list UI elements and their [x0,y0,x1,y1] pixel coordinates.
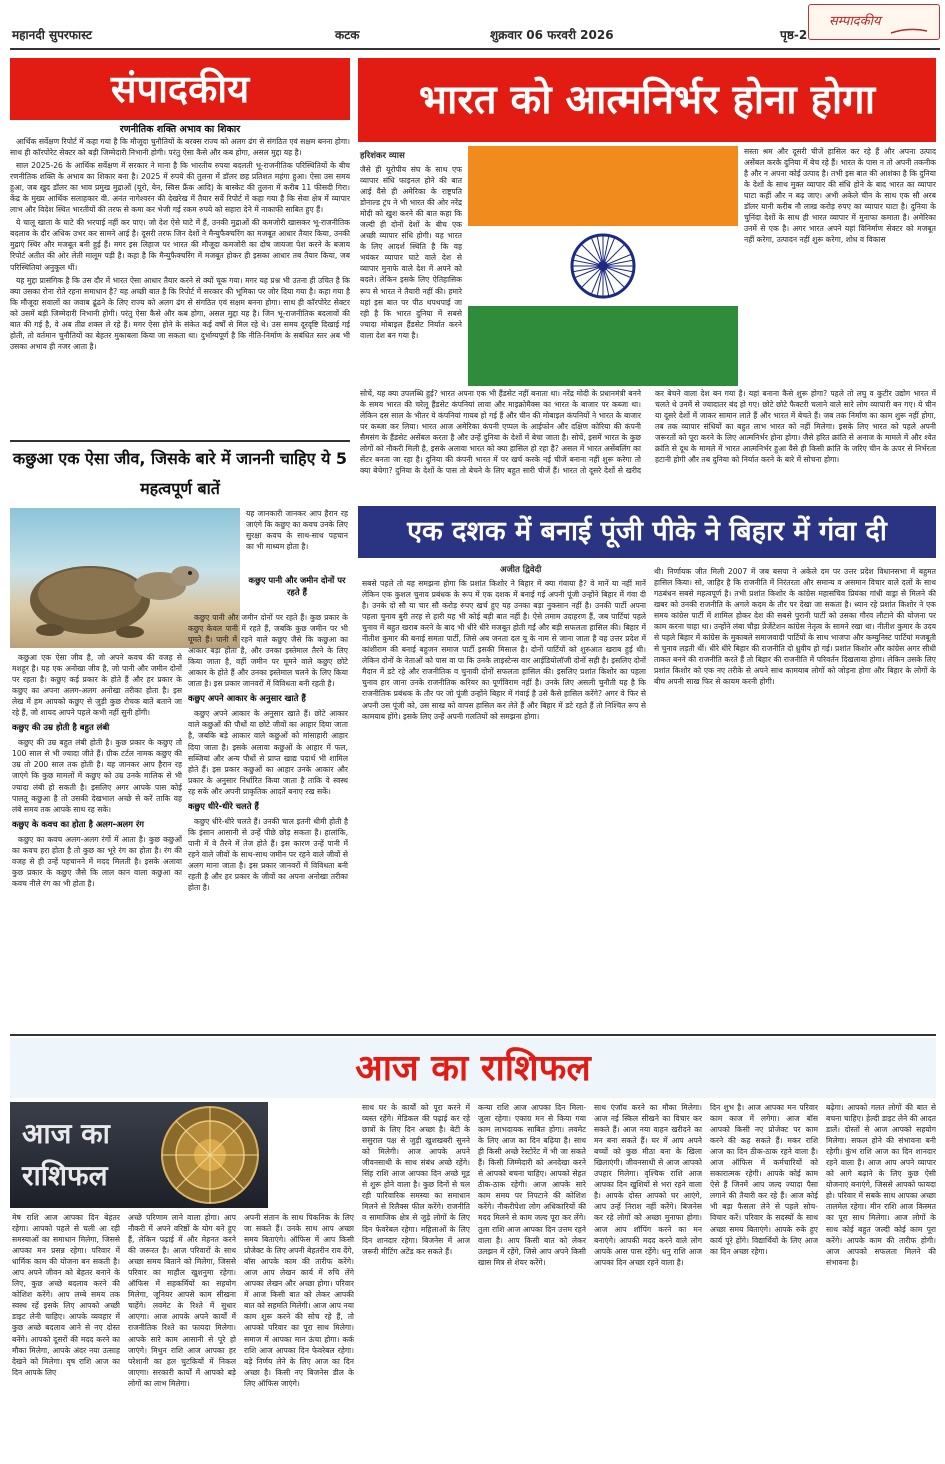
bihar-headline-text: एक दशक में बनाई पूंजी पीके ने बिहार में गंवा दी [407,516,887,547]
section-logo [808,4,940,40]
turtle-subhead-shell: कछुए के कवच का होता है अलग-अलग रंग [12,818,144,829]
ashoka-chakra-icon [568,231,638,301]
rashifal-col-5: कन्या राशि आज आपका दिन मिला-जुला रहेगा। एकाग्र मन से किया गया काम लाभदायक साबित होगा। लवमेट के लिए आज का दिन बढ़िया है। साथ ही किसी अच्छे रेस्टोरेंट में भी जा सकते हैं। किसी जिम्मेदारी को अनदेखा करने से आपको बचना चाहिए। आपको सेहत ठीक-ठाक रहेगी। आज आपके सारे काम समय पर निपटाने की कोशिश करेंगे। नौकरीपेशा लोग अधिकारियों की मदद मिलने से काम जल्द पूरा कर लेंगे। तुला राशि आज आपका दिन उत्तम रहने वाला है। आप किसी बात को लेकर उलझन में रहेंगे, जिसे आप अपने किसी खास मित्र से शेयर करेंगे। [478,1103,586,1267]
turtle-text-right [188,612,348,1032]
turtle-subhead-slow: कछुए धीरे-धीरे चलते हैं [188,800,259,811]
turtle-paragraph: कछुए पानी और जमीन दोनों पर रहते हैं। कुछ प्रकार के कछुए केवल पानी में रहते हैं, जबकि कुछ जमीन पर भी घूमते हैं। पानी में रहने वाले कछुए जैसे कि कछुआ का आकार बड़ा होता है, और उनका इस्तेमाल तैरने के लिए किया जाता है, वहीं जमीन पर घूमने वाले कछुए छोटे आकार के होते हैं और उनका इस्तेमाल चलने के लिए किया जाता है। इस प्रकार जानवरों में विविधता बनी रहती है। [188,613,348,689]
main-article-headline [358,58,936,142]
pen-icon [889,25,929,37]
divider [10,1034,936,1036]
bihar-col2: थी। निर्णायक जीत मिली 2007 में जब बसपा ने अकेले दम पर उत्तर प्रदेश विधानसभा में बहुमत हासिल किया। सो, जाहिर है कि राजनीति में निरंतरता और समान्य व असमान विचार वाले दलों के साथ गठबंधन सबसे महत्वपूर्ण है। तभी प्रशांत किशोर के कांग्रेस महासचिव प्रियंका गांधी वाड्रा से मिलने की खबर को उनकी राजनीति के अगले कदम के तौर पर देखा जा सकता है। ध्यान रहे प्रशांत किशोर ने एक समय कांग्रेस पार्टी में शामिल होकर देश की सबसे पुरानी पार्टी को उसका गौरव लौटाने की योजना पर काम करना चाहा था। उन्होंने लंबा चौड़ा प्रेजेंटेशन कांग्रेस नेतृत्व के सामने रखा था। नीतीश कुमार के उदय से पहले बिहार में कांग्रेस के मुकाबले समाजवादी पार्टियों के साथ भाजपा और कम्युनिस्ट पार्टियां मजबूती से चुनाव लड़ती थीं। धीरे धीरे बिहार की राजनीति दो ध्रुवीय हो गई। प्रशांत किशोर और कांग्रेस अगर सीधी ताकत बनने की राजनीति करते हैं तो बिहार की राजनीति में परिवर्तन दिखलाया होगा। लेकिन उसके लिए प्रशांत किशोर को एक नए तरीके से अपने साथ कामयाब लोगों को जोड़ना होगा और बिहार के लोगों के बीच अपनी साख फिर से कायम करनी होगी। [654,567,936,687]
turtle-subhead-age: कछुए की उम्र होती है बहुत लंबी [12,722,110,733]
rashifal-col-3: अपनी संतान के साथ पिकनिक के लिए जा सकते हैं। उनके साथ आप अच्छा समय बिताएंगे। ऑफिस में आप किसी प्रोजेक्ट के लिए अपनी बेहतरीन राय देंगे, बॉस आपके काम की तारीफ करेंगे। आज आप लेखन कार्य में रुचि लेंगे आपका लेखन और अच्छा होगा। परिवार में आज किसी बात को लेकर आपकी बात को सहमति मिलेगी। आज आप नया काम शुरू करने की सोच रहे हैं, तो आपको परिवार का पूरा साथ मिलेगा। समाज में आपका मान ऊंचा होगा। कर्क राशि आज आपका दिन फेवरेबल रहेगा। बड़े निर्णय लेने के लिए आज का दिन अच्छा है। किसी नए बिजनेस डील के लिए ऑफिस जाएंगे। [244,1213,354,1388]
rashifal-col-2: अच्छे परिणाम लाने वाला होगा। आप नौकरी में अपने वरिष्ठों के योग बने हुए हैं, लेकिन पढ़ाई में और मेहनत करने की जरूरत है। आज परिवारों के साथ अच्छा समय बिताने को मिलेगा, जिससे परिवार का माहौल खुशनुमा रहेगा। ऑफिस में सहकर्मियों का सहयोग मिलेगा, जूनियर आपसे काम सीखना चाहेंगे। लवमेट के रिश्ते में सुधार आएगा। आज आपके अपने कार्यों में राजनीतिक रिश्ते का फायदा मिलेगा। आपके सारे काम आसानी से पूरे हो जाएंगे। मिथुन राशि आज आपका हर परेशानी का हल चुटकियों में निकल जाएगा। सरकारी कार्यों में आपको बड़े लोगों का लाभ मिलेगा। [128,1213,236,1388]
turtle-paragraph: कछुए धीरे-धीरे चलते हैं। उनकी चाल इतनी धीमी होती है कि इंसान आसानी से उन्हें पीछे छोड़ सकता है। हालांकि, पानी में वे तैरने में तेज होते हैं। इस कारण उन्हें पानी में रहने वाले जीवों के साथ-साथ जमीन पर रहने वाले जीवों से अलग माना जाता है। इस प्रकार जानवरों में विविधता बनी रहती है और हर प्रकार के जीवों का अपना अनोखा तरीका होता है। [188,816,348,893]
editorial-banner-text: संपादकीय [110,66,250,111]
date-label: शुक्रवार 06 फरवरी 2026 [490,28,614,42]
main-article-continued: सोचें, यह क्या उपलब्धि हुई? भारत अपना एक भी हैंडसेट नहीं बनाता था। नरेंद्र मोदी के प्रधानमंत्री बनने के समय भारत की चरेलू हैंडसेट कंपनियां लावा और माइक्रोमैक्स का भारत के बाजार पर कब्जा था। लेकिन दस साल के भीतर ये कंपनियां गायब हो गई हैं और चीन की मोबाइल कंपनियों ने भारत के बाजार पर कब्जा कर लिया। भारत आज अमेरिका कंपनी एप्पल के आईफोन और दक्षिण कोरिया की कंपनी सैमसंग के हैंडसेट असेंबल करता है और उन्हें दुनिया के देशों में बेचा जाता है। सोचें, इसमें भारत के कुछ लोगों को नौकरी मिली है, इसके अलावा भारत को क्या हासिल हो रहा है? असल में भारत असेंबलिंग का सेंटर बनता जा रहा है। दुनिया की कंपनी भारत में पर खर्च करके नई चीजें बनाना नहीं शुरू करेगा तो क्या बेचेगा? दुनिया के देशों के पास तो बेचने के लिए बहुत सारी चीजें हैं। भारत तो दूसरे देशों से खरीद कर बेचने वाला देश बन गया है। यहां बनाना कैसे शुरू होगा? पहले तो लघु व कुटीर उद्योग भारत में चलते थे उनमें से ज्यादातर बंद हो गए। छोटे छोटे फैक्टरी चलाने वाले सारे लोग व्यापारी बन गए। ये चीन या दूसरे देशों में जाकर सामान लाते हैं और भारत में बेचते हैं। जब तक निर्माण का काम शुरू नहीं होगा, तब तक व्यापार संधियों का बहुत लाभ भारत को नहीं मिलेगा। इसके लिए भारत को पहले अपनी जरूरतों को पूरा करने के लिए आत्मनिर्भर होना होगा। जैसे हरित क्रांति से अनाज के मामले में और श्वेत क्रांति से दूध के मामले में भारत आत्मनिर्भर हुआ वैसे ही किसी क्रांति के जरिए चीन के ऊपर से निर्भरता हटानी होगी और तब दुनिया को निर्यात करने के बारे में सोचना होगा। [360,389,936,476]
city-label: कटक [335,28,360,42]
editorial-paragraph: ये चालू खाता के घाटे की भरपाई नहीं कर पाए। जो देश ऐसे घाटे में हैं, उनकी मुद्राओं की कमजोरी खासकर भू-राजनीतिक बदलाव के दौर अधिक उभर कर सामने आई है। दूसरी तरफ जिन देशों ने मैन्युफैक्चरिंग का मजबूत आधार तैयार किया, उनकी मुद्राएं स्थिर और मजबूत बनी हुई हैं। मगर इस लिहाज पर भारत की मौजूदा कमजोरी का दोष जायजा पेश करने के बजाय रिपोर्ट अतीत की ओर लेती मालूम पड़ी है। कहा है कि मैन्युफैक्चरिंग में मजबूत होकर ही इसका आधार तब तैयार किया, जब परिस्थितियां अनुकूल थीं। [10,218,350,272]
main-headline-text: भारत को आत्मनिर्भर होना होगा [418,76,876,123]
editorial-paragraph: साल 2025-26 के आर्थिक सर्वेक्षण में सरकार ने माना है कि भारतीय रुपया बदलती भू-राजनीतिक परिस्थितियों के बीच रणनीतिक शक्ति के अभाव का शिकार बना है। 2025 में रुपये की तुलना में डॉलर छह प्रतिशत महंगा हुआ। ऐसा उस समय हुआ, जब खुद डॉलर का भाव प्रमुख मुद्राओं (यूरो, येन, स्विस फ्रैंक आदि) के बास्केट की तुलना में करीब 11 फीसदी गिरा। केंद्र के मुख्य आर्थिक सलाहकार वी. अनंत नागेश्वरन की देखरेख में तैयार सर्वे रिपोर्ट में कहा गया है कि सेवा क्षेत्र में व्यापार लाभ और विदेश स्थित भारतीयों की तरफ से कमा कर भेजी गई रकम रुपये को सहारा देने में नाकाफी साबित हुए हैं। [10,161,350,215]
rashifal-col-1: मेष राशि आज आपका दिन बेहतर रहेगा। आपको पहले से चली आ रही समस्याओं का समाधान मिलेगा, जिससे आपका मन प्रसन्न रहेगा। परिवार में धार्मिक काम की योजना बन सकती है। आप अपने जीवन को बेहतर बनाने के लिए, कुछ अच्छे बदलाव करने की कोशिश करेंगे। आप लम्बे समय तक स्वस्थ रहें इसके लिए आपको अच्छी डाइट लेनी चाहिए। आपके व्यवहार में कुछ अच्छे बदलाव आने से नए दोस्त बनेंगे। आपको दूसरों की मदद करने का मौका मिलेगा, आपके अंदर नया उत्साह देखने को मिलेगा। वृष राशि आज का दिन आपके लिए [12,1213,120,1377]
bihar-author: अजीत द्विवेदी [500,565,542,575]
page-number: पृष्ठ-2 [780,28,808,42]
section-logo-text: सम्पादकीय [829,14,881,29]
editorial-banner [10,58,350,120]
main-article-col3: सस्ता श्रम और दूसरी चीजें हासिल कर रहे हैं और अपना उत्पाद असेंबल करके दुनिया में बेच रहे हैं। भारत के पास न तो अपनी तकनीक है और न अपना कोई उत्पाद है। तभी इस बात की आशंका है कि दुनिया के देशों के साथ मुक्त व्यापार की संधि होने के बाद भारत का व्यापार घाटा कहीं और न बढ़ जाए। अभी अकेले चीन के साथ एक सौ अरब डॉलर यानी करीब नौ लाख करोड़ रुपए का व्यापार घाटा है। दुनिया के चुनिंदा देशों के साथ ही भारत व्यापार में मुनाफा कमाता है। अमेरिका उनमें से एक है। अगर भारत अपने यहां विनिर्माण सेक्टर को मजबूत नहीं करेगा, उत्पादन नहीं शुरू करेगा, शोध व विकास [744,147,936,245]
turtle-intro: यह जानकारी जानकर आप हैरान रह जाएंगे कि कछुए का कवच उनके लिए सुरक्षा कवच के साथ-साथ पहचान का भी माध्यम होता है। [246,509,348,552]
turtle-paragraph: कछुए अपने आकार के अनुसार खाते हैं। छोटे आकार वाले कछुओं की पौधों या छोटे जीवों का आहार दिया जाता है, जबकि बड़े आकार वाले कछुओं को मांसाहारी आहार दिया जाता है। इसके अलावा कछुओं के आहार में फल, सब्जियां और अन्य पौधों से प्राप्त खाद्य पदार्थ भी शामिल होते हैं। इस प्रकार कछुओं का आहार उनके आकार और प्रकार के अनुसार निर्धारित किया जाता है ताकि वे स्वस्थ रह सकें और अपनी प्राकृतिक आदतें बनाए रख सकें। [188,709,348,796]
rashifal-banner-text: आज का राशिफल [355,1047,591,1089]
editorial-body [10,136,350,438]
rashifal-col-6: साथ एंजॉय करने का मौका मिलेगा। आज नई स्किल सीखने का विचार कर सकते हैं। आज नया वाहन खरीदने का मन बना सकते हैं। घर में आप अपने बच्चों को कुछ मीठा बना के खिला खिलाएंगी। जीवनसाथी से आज आपको उपहार मिलेगा। वृश्चिक राशि आज आपका दिन खुशियों से भरा रहने वाला है। आपके दोस्त आपको घर आएंगे, आप उन्हें निराश नहीं करेंगे। बिजनेस कर रहे लोगों को अच्छा मुनाफा होगा। आज आप शॉपिंग करने का मन बनाएंगे। आपकी मदद करने वाले लोग आपके आस पास रहेंगे। धनु राशि आज आपका दिन अच्छा रहने वाला है। [594,1103,702,1267]
india-flag-image [468,146,738,386]
paper-name: महानदी सुपरफास्ट [12,28,92,42]
bihar-col1: सबसे पहले तो यह समझना होगा कि प्रशांत किशोर ने बिहार में क्या गंवाया है? वे मानें या नहीं मानें लेकिन एक कुशल चुनाव प्रबंधक के रूप में एक दशक में बनाई गई अपनी पूंजी उन्होंने बिहार में गंवा दी है। उनके दो सौ या चार सौ करोड़ रुपए खर्च हुए यह उनका बड़ा नुकसान नहीं है। उनकी पार्टी अपना पहला चुनाव बुरी तरह से हारी यह भी कोई बड़ी बात नहीं है। ऐसे तमाम उदाहरण हैं, जब पार्टियां पहले चुनाव में बहुत खराब करने के बाद भी धीरे धीरे मजबूत होती गईं और बड़ी सफलता हासिल की। बिहार में नीतीश कुमार की बनाई समता पार्टी, जिसे अब जनता दल यू के नाम से जाना जाता है वह उत्तर प्रदेश में कांशीराम की बनाई बहुजन समाज पार्टी इसकी मिसाल है। दोनों पार्टियों को शुरुआत खराब हुई थी। लेकिन दोनों के नेताओं को पास वा पा कि उनके लाइस्टेन्स वार आईडियोलॉजी दोनों सही है। इसलिए दोनों मैदान में डटे रहे और राजनीतिक व चुनावी दोनों सफलता हासिल की। इसलिए प्रशांत किशोर का पहला चुनाव हार जाना उनके राजनीतिक करियर का पूर्णविराम नहीं है। उनके लिए असली चुनौती यह है कि राजनीतिक प्रबंधक के तौर पर जो पूंजी उन्होंने बिहार में गंवाई है उसे कैसे हासिल करेंगे? अगर वे फिर से अपनी उस पूंजी को, उस साख को वापस हासिल कर लेते हैं और बिहार में डटे रहते हैं तो निश्चित रूप से कामयाब होंगे। इसके लिए उन्हें अपनी गलतियों को समझना होगा। [362,579,646,721]
rashifal-col-8: बढ़ेगा। आपको गलत लोगों की बात से बचना चाहिए। हेल्दी डाइट लेने की आदत डालें। दोस्तों से आज आपको सहयोग मिलेगा। सफल होने की संभावना बनी रहेगी। कुंभ राशि आज का दिन शानदार रहने वाला है। आज आप अपने व्यापार को आगे बढ़ाने के लिए कुछ ऐसी योजनाएं बनाएंगे, जिससे आपको फायदा हो। परिवार में सबके साथ आपका अच्छा तालमेल रहेगा। मीन राशि आज किस्मत का पूरा साथ मिलेगा। आज लोगों के साथ कोई बहुत जल्दी कोई काम पूरा करेंगे। आपके काम की तारीफ होगी। आज आपको सफलता मिलने की संभावना है। [826,1103,936,1267]
rashifal-image-caption-1: आज का [22,1117,110,1150]
turtle-paragraph: कछुए का कवच अलग-अलग रंगों में आता है। कुछ कछुओं का कवच हरा होता है तो कुछ का भूरे रंग का होता है। रंग की वजह से ही उन्हें पहचानने में मदद मिलती है। इसके अलावा कुछ प्रकार के कछुए जैसे कि लाल कान वाला कछुआ का कवच नीले रंग का भी होता है। [12,834,182,888]
main-article-col1: जैसे ही यूरोपीय संघ के साथ एफ व्यापार संधि फाइनल होने की बात आई वैसे ही अमेरिका के राष्ट्रपति डोनाल्ड ट्रंप ने भी भारत की ओर नरेंद्र मोदी को खुश करने की बात कहा कि जल्दी ही दोनों देशों के बीच एक अच्छी व्यापार संधि होगी। यह भारत के लिए आदर्श स्थिति है कि वह भयंकर व्यापार घाटे वाले देश से व्यापार मुनाफे वाले देश में अपने को बदले। लेकिन इसके लिए ऐतिहासिक रूप से भारत ने तैयारी नहीं की। हमारे यहां इस बात पर पीठ थपथपाई जा रही है कि भारत दुनिया में सबसे ज्यादा मोबाइल हैंडसेट निर्यात करने वाला देश बन गया है। [360,165,462,340]
rashifal-col-4: साथ घर के कार्यों को पूरा करने में व्यस्त रहेंगे। मेडिकल की पढ़ाई कर रहे छात्रों के लिए दिन अच्छा है। बेटी के ससुराल पक्ष से जुड़ी खुशखबरी सुनने को मिलेगी। आज आपके अपने जीवनसाथी के साथ संबंध अच्छे रहेंगे। सिंह राशि आज आपका दिन अच्छे मूड से शुरू होने वाला है। कुछ दिनों से चल रही पारिवारिक समस्या का समाधान मिलने से रिलैक्स फील करेंगे। राजनीति व सामाजिक क्षेत्र से जुड़े लोगों के लिए दिन फेवरेबल रहेगा। महिलाओं के लिए दिन शानदार रहेगा। बिजनेस में आज जरूरी मीटिंग अटेंड कर सकते हैं। [362,1103,470,1256]
editorial-paragraph: आर्थिक सर्वेक्षण रिपोर्ट में कहा गया है कि मौजूदा चुनौतियों के बरक्स राज्य को अलग ढंग से संगठित एवं सक्षम बनना होगा। साथ ही कॉरपोरेट सेक्टर को बड़ी जिम्मेदारी निभानी होगी। परंतु ऐसा कैसे और कब होगा, असल मुद्दा यह है। [10,137,350,158]
rashifal-image [10,1102,268,1208]
editorial-subtitle: रणनीतिक शक्ति अभाव का शिकार [119,124,241,135]
bihar-headline [358,506,936,558]
rashifal-image-caption-2: राशिफल [22,1159,108,1192]
turtle-text-left [12,652,182,1032]
turtle-headline: कछुआ एक ऐसा जीव, जिसके बारे में जाननी चाहिए ये 5 महत्वपूर्ण बातें [12,449,348,498]
turtle-paragraph: कछुआ एक ऐसा जीव है, जो अपने कवच की वजह से मशहूर है। यह एक अनोखा जीव है, जो पानी और जमीन दोनों पर रहता है। कछुए कई प्रकार के होते हैं और हर प्रकार के कछुए का अपना अलग-अलग अनोखा तरीका होता है। इस लेख में हम आपको कछुए से जुड़ी कुछ रोचक बातें बताने जा रहे हैं, जो शायद आपने पहले कभी नहीं सुनी होंगी। [12,653,182,718]
page-header [10,22,940,50]
editorial-paragraph: यह मुद्दा प्रासंगिक है कि उस दौर में भारत ऐसा आधार तैयार करने से क्यों चूक गया। मगर यह प्रश्न भी उतना ही उचित है कि क्या उसका रोना रोते रहना समाधान है? यह अच्छी बात है कि रिपोर्ट में सरकार की भूमिका पर जोर दिया गया है। कहा गया है कि मौजूदा सवालों का जवाब ढूंढने के लिए राज्य को अलग ढंग से संगठित एवं सक्षम बनना होगा। साथ ही कॉरपोरेट सेक्टर को उसमें बड़ी जिम्मेदारी निभानी होगी। परंतु ऐसा कैसे और कब होगा, असल मुद्दा यह है। जिन भू-राजनीतिक बदलावों की बात की गई है, वे अब तीव्र शक्ल ले रहे हैं। मगर ऐसा होने के संकेत कई वर्षों से मिल रहे थे। उस समय दूरदृष्टि दिखाई गई होती, तो वर्तमान चुनौतियों का बेहतर मुकाबला किया जा सकता था। दुर्भाग्यपूर्ण है कि नीति-निर्माण के सबंधित स्तर अब भी उसका अभाव ही नजर आता है। [10,275,350,351]
turtle-subhead-size: कछुए अपने आकार के अनुसार खाते हैं [188,693,306,704]
main-article-author: हरिशंकर व्यास [360,151,405,161]
turtle-subhead-water: कछुए पानी और जमीन दोनों पर रहते हैं [248,575,346,597]
rashifal-banner [10,1038,936,1098]
turtle-paragraph: कछुए की उम्र बहुत लंबी होती है। कुछ प्रकार के कछुए तो 100 साल से भी ज्यादा जीते हैं। ग्रीक टर्टल नामक कछुए की उम्र तो 200 साल तक होती है। यह जानकर आप हैरान रह जाएंगे कि कुछ मामलों में कछुए को उम्र उनके मालिक से भी ज्यादा लंबी हो सकती है। इसलिए अगर आपके पास कोई पालतू कछुआ है तो उसकी देखभाल अच्छे से करें ताकि वह लंबे समय तक आपके साथ रह सके। [12,738,182,814]
rashifal-col-7: दिन शुभ है। आज आपका मन परिवार काम काज में लगेगा। आज बॉस आपको किसी नए प्रोजेक्ट पर काम करने की कह सकते हैं। मकर राशि आज का दिन ठीक-ठाक रहने वाला है। आज ऑफिस में कर्मचारियों को सकारात्मक रहेगी। आपके कोई काम ऐसे हैं जिनमें आप जल्द ज्यादा पैसा लगाने की तैयारी कर रहे हैं। आज कोई भी बड़ा फैसला लेने से पहले सोच-विचार करें। परिवार के सदस्यों के साथ अच्छा समय बिताएंगे। आपके रुके हुए कार्य पूरे होंगे। विद्यार्थियों के लिए आज का दिन अच्छा रहेगा। [710,1103,818,1256]
divider [10,440,350,442]
